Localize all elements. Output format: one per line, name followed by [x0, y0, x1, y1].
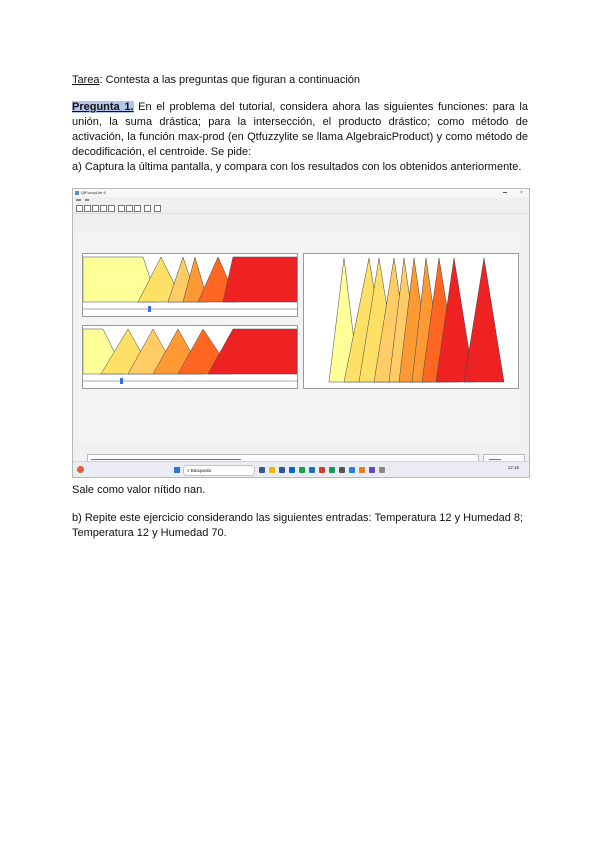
search-icon: ⌕ — [187, 468, 190, 473]
tool-icon[interactable] — [118, 205, 125, 212]
mf-triangle — [223, 257, 297, 302]
save-icon[interactable] — [92, 205, 99, 212]
taskbar — [73, 461, 529, 478]
close-icon[interactable]: × — [520, 190, 523, 196]
tarea-heading — [72, 73, 528, 88]
taskbar-app-icon[interactable] — [339, 467, 345, 473]
tool-icon[interactable] — [154, 205, 161, 212]
part-a: a) Captura la última pantalla, y compara con los resultados con los obtenidos anteriormente. — [72, 161, 522, 173]
humedad-membership-plot — [83, 326, 297, 388]
window-titlebar — [73, 189, 529, 197]
minimize-icon[interactable] — [503, 192, 507, 193]
menu-item[interactable] — [76, 199, 81, 201]
start-icon[interactable] — [174, 467, 180, 473]
tool-icon[interactable] — [134, 205, 141, 212]
question-1-label: Pregunta 1. — [72, 101, 134, 113]
mf-triangle — [464, 258, 504, 382]
tarea-label: Tarea — [72, 74, 100, 86]
weather-icon — [77, 466, 84, 473]
taskbar-app-icon[interactable] — [379, 467, 385, 473]
taskbar-app-icon[interactable] — [309, 467, 315, 473]
menu-bar — [73, 197, 529, 204]
input-temperatura-panel — [82, 253, 298, 317]
question-1-body: En el problema del tutorial, considera ahora las siguientes funciones: para la unión, la suma drástica; para la intersección, el producto drástico; como método de activación, la función max-prod (en Qtfuzzylite se llama AlgebraicProduct) y como método de decodificación, el centroide. Se pide: — [72, 101, 528, 158]
open-icon[interactable] — [84, 205, 91, 212]
taskbar-clock[interactable]: 12:16 — [507, 465, 519, 470]
output-panel — [303, 253, 519, 389]
tool-icon[interactable] — [144, 205, 151, 212]
window-title: QtFuzzyLite 6 — [81, 190, 106, 195]
taskbar-app-icon[interactable] — [329, 467, 335, 473]
new-icon[interactable] — [76, 205, 83, 212]
part-b: b) Repite este ejercicio considerando las siguientes entradas: Temperatura 12 y Humedad 8; Temperatura 12 y Humedad 70. — [72, 512, 524, 539]
slider-handle[interactable] — [120, 378, 123, 384]
result-note: Sale como valor nítido nan. — [72, 484, 206, 496]
temperatura-membership-plot — [83, 254, 297, 316]
redo-icon[interactable] — [108, 205, 115, 212]
mf-triangle — [208, 329, 297, 374]
toolbar — [73, 204, 529, 214]
embedded-screenshot — [72, 188, 530, 478]
taskbar-app-icon[interactable] — [299, 467, 305, 473]
menu-item[interactable] — [85, 199, 89, 201]
output-membership-plot — [304, 254, 518, 388]
question-1 — [72, 100, 528, 160]
tarea-text: : Contesta a las preguntas que figuran a continuación — [99, 74, 361, 86]
taskbar-app-icon[interactable] — [289, 467, 295, 473]
taskbar-app-icon[interactable] — [279, 467, 285, 473]
taskbar-app-icon[interactable] — [359, 467, 365, 473]
app-icon — [75, 191, 79, 195]
tool-icon[interactable] — [126, 205, 133, 212]
taskbar-search[interactable] — [183, 465, 255, 476]
taskbar-app-icon[interactable] — [259, 467, 265, 473]
taskbar-app-icon[interactable] — [319, 467, 325, 473]
workspace — [79, 233, 521, 445]
taskbar-app-icon[interactable] — [269, 467, 275, 473]
taskbar-search-label: Búsqueda — [190, 468, 212, 473]
taskbar-app-icon[interactable] — [349, 467, 355, 473]
input-humedad-panel — [82, 325, 298, 389]
taskbar-app-icon[interactable] — [369, 467, 375, 473]
slider-handle[interactable] — [148, 306, 151, 312]
undo-icon[interactable] — [100, 205, 107, 212]
